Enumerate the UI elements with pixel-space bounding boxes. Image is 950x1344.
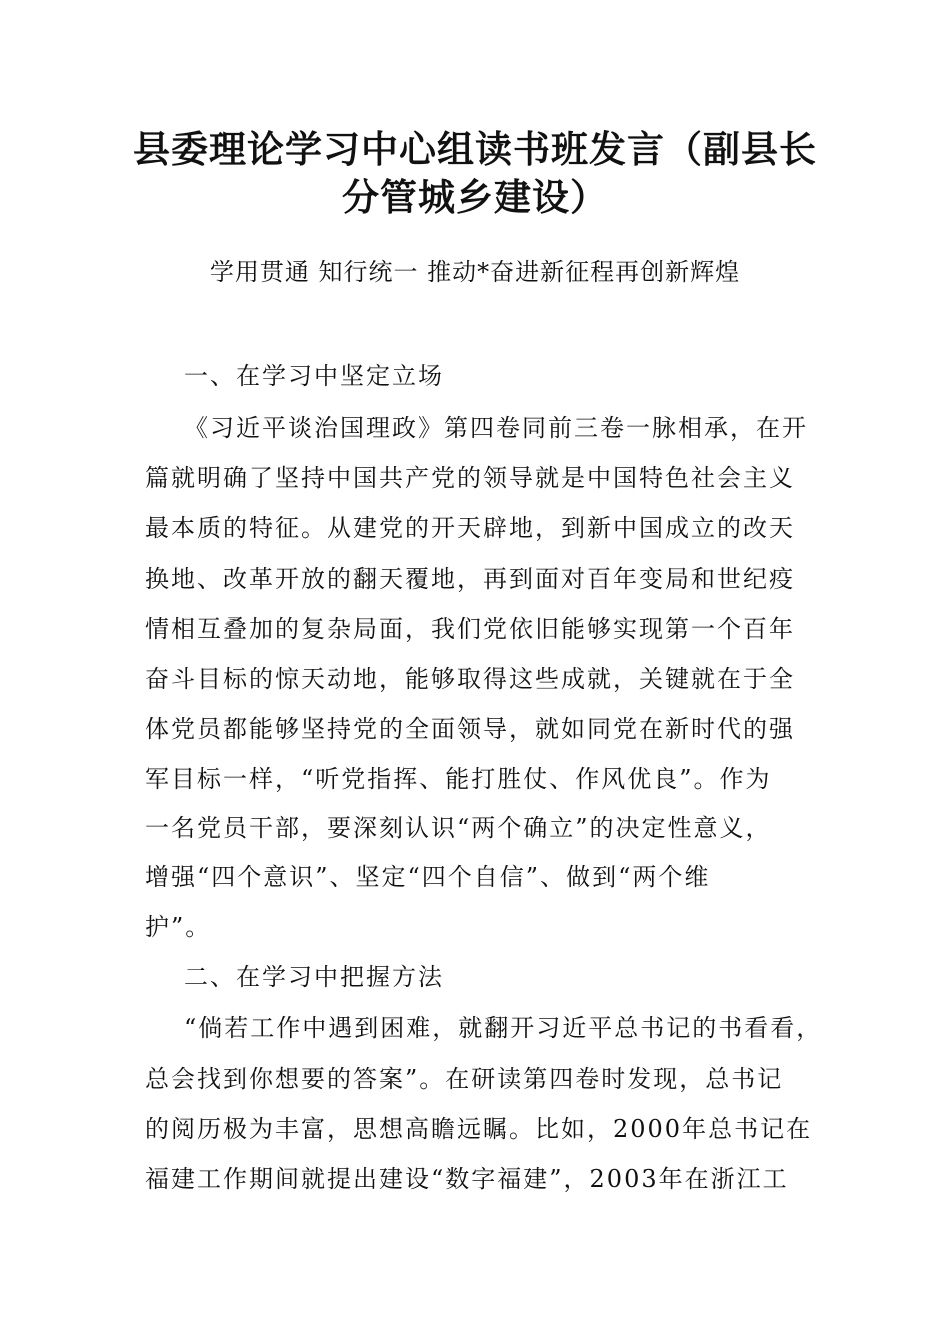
document-subtitle: 学用贯通 知行统一 推动*奋进新征程再创新辉煌 <box>209 258 741 286</box>
document-title-line-1: 县委理论学习中心组读书班发言（副县长 <box>133 127 817 171</box>
section-1-line: 情相互叠加的复杂局面，我们党依旧能够实现第一个百年 <box>145 615 795 643</box>
section-1-line: 增强“四个意识”、坚定“四个自信”、做到“两个维 <box>145 863 711 891</box>
section-1-heading: 一、在学习中坚定立场 <box>184 362 444 390</box>
section-2-line: “倘若工作中遇到困难，就翻开习近平总书记的书看看， <box>184 1014 823 1042</box>
document-title-line-2: 分管城乡建设） <box>342 175 608 219</box>
section-2-heading: 二、在学习中把握方法 <box>184 963 444 991</box>
section-1-line: 护”。 <box>145 913 212 941</box>
section-1-line: 最本质的特征。从建党的开天辟地，到新中国成立的改天 <box>145 514 795 542</box>
section-1-line: 体党员都能够坚持党的全面领导，就如同党在新时代的强 <box>145 715 795 743</box>
section-1-line: 篇就明确了坚持中国共产党的领导就是中国特色社会主义 <box>145 464 795 492</box>
section-1-line: 奋斗目标的惊天动地，能够取得这些成就，关键就在于全 <box>145 665 795 693</box>
section-1-line: 一名党员干部，要深刻认识“两个确立”的决定性意义， <box>145 814 772 842</box>
section-1-line: 军目标一样，“听党指挥、能打胜仗、作风优良”。作为 <box>145 765 772 793</box>
section-2-line: 的阅历极为丰富，思想高瞻远瞩。比如，2000年总书记在 <box>145 1115 813 1143</box>
section-1-line: 换地、改革开放的翻天覆地，再到面对百年变局和世纪疫 <box>145 565 795 593</box>
section-1-line: 《习近平谈治国理政》第四卷同前三卷一脉相承，在开 <box>184 414 808 442</box>
section-2-line: 总会找到你想要的答案”。在研读第四卷时发现，总书记 <box>145 1065 784 1093</box>
section-2-line: 福建工作期间就提出建设“数字福建”，2003年在浙江工 <box>145 1165 789 1193</box>
